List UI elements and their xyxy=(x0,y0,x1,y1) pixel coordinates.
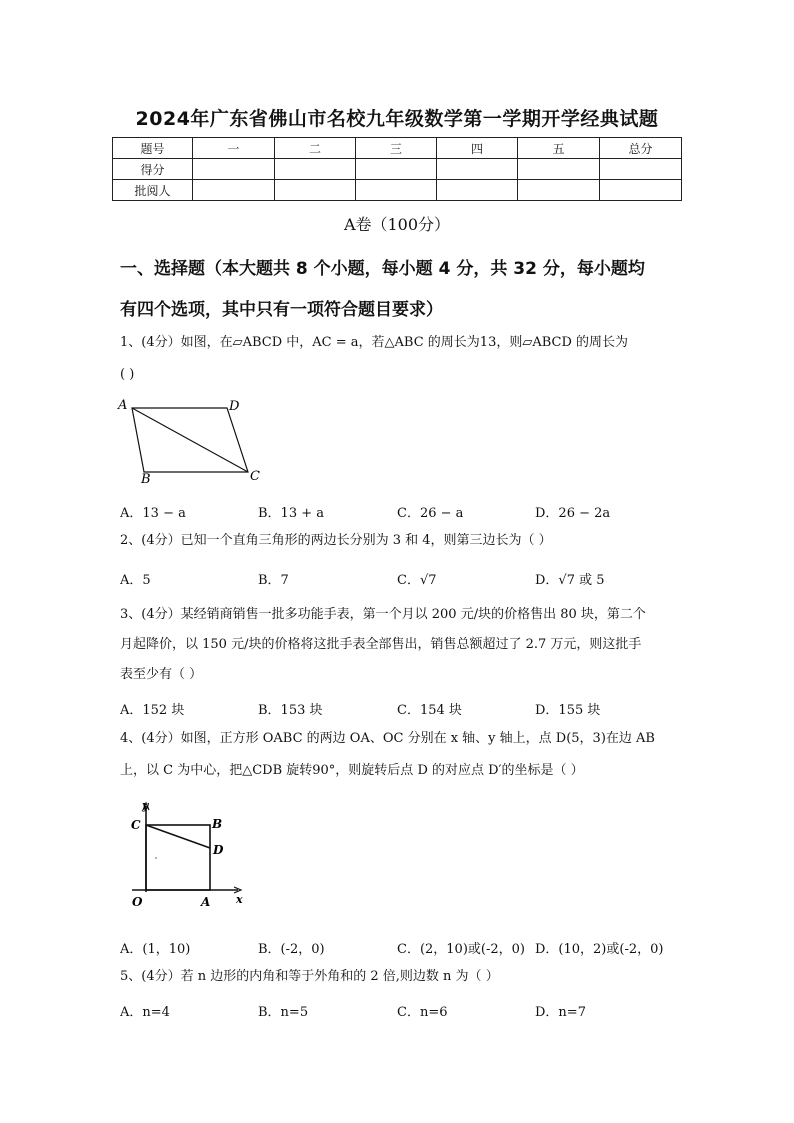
score-cell xyxy=(600,159,682,180)
score-cell xyxy=(275,159,356,180)
question-2-option-a[interactable]: A．5 xyxy=(120,573,151,588)
score-table-row xyxy=(113,159,682,180)
label-a: A xyxy=(118,398,128,413)
score-table-row xyxy=(113,180,682,201)
question-3-stem-line3: 表至少有（ ） xyxy=(120,667,203,682)
question-3-stem: 3、(4分）某经销商销售一批多功能手表，第一个月以 200 元/块的价格售出 80 块，第二个 xyxy=(120,607,646,622)
score-table-header: 二 xyxy=(275,138,356,159)
score-table-header: 三 xyxy=(356,138,437,159)
question-4-stem: 4、(4分）如图，正方形 OABC 的两边 OA、OC 分别在 x 轴、y 轴上，点 D(5，3)在边 AB xyxy=(120,731,655,746)
score-table-row-label: 得分 xyxy=(113,159,193,180)
question-2-option-b[interactable]: B．7 xyxy=(258,573,289,588)
question-2-option-c[interactable]: C．√7 xyxy=(397,573,437,588)
question-1-option-c[interactable]: C．26 − a xyxy=(397,506,464,521)
question-5-option-d[interactable]: D．n=7 xyxy=(535,1005,586,1020)
score-cell xyxy=(193,180,275,201)
score-cell xyxy=(193,159,275,180)
question-3-option-d[interactable]: D．155 块 xyxy=(535,703,601,718)
label-y: y xyxy=(142,799,149,812)
volume-title: A卷（100分） xyxy=(343,215,451,234)
label-b: B xyxy=(141,472,151,487)
question-3-option-a[interactable]: A．152 块 xyxy=(120,703,185,718)
score-cell xyxy=(356,180,437,201)
question-4-option-a[interactable]: A．(1，10) xyxy=(120,942,191,957)
exam-title: 2024年广东省佛山市名校九年级数学第一学期开学经典试题 xyxy=(135,108,659,130)
question-1-option-a[interactable]: A．13 − a xyxy=(120,506,186,521)
section-heading-line1: 一、选择题（本大题共 8 个小题，每小题 4 分，共 32 分，每小题均 xyxy=(120,259,645,279)
score-table-header: 一 xyxy=(193,138,275,159)
question-1-option-d[interactable]: D．26 − 2a xyxy=(535,506,611,521)
question-1-option-b[interactable]: B．13 + a xyxy=(258,506,325,521)
score-cell xyxy=(356,159,437,180)
question-1-stem: 1、(4分）如图，在▱ABCD 中，AC = a，若△ABC 的周长为13，则▱ABCD 的周长为 xyxy=(120,335,629,350)
label-d: D xyxy=(229,399,240,414)
question-4-option-b[interactable]: B．(-2，0) xyxy=(258,942,325,957)
score-cell xyxy=(518,180,600,201)
question-3-option-c[interactable]: C．154 块 xyxy=(397,703,462,718)
label-c: C xyxy=(250,469,260,484)
question-3-stem-line2: 月起降价，以 150 元/块的价格将这批手表全部售出，销售总额超过了 2.7 万元，则这批手 xyxy=(120,637,642,652)
label-c: C xyxy=(131,818,141,832)
stray-dot xyxy=(155,857,157,859)
score-table-header-row xyxy=(113,138,682,159)
label-a: A xyxy=(201,895,211,909)
question-5-option-a[interactable]: A．n=4 xyxy=(120,1005,170,1020)
question-2-stem: 2、(4分）已知一个直角三角形的两边长分别为 3 和 4，则第三边长为（ ） xyxy=(120,533,552,548)
score-cell xyxy=(275,180,356,201)
score-table-header: 四 xyxy=(437,138,518,159)
question-4-option-d[interactable]: D．(10，2)或(-2，0) xyxy=(535,942,664,957)
question-5-option-b[interactable]: B．n=5 xyxy=(258,1005,309,1020)
label-x: x xyxy=(236,893,243,906)
question-3-option-b[interactable]: B．153 块 xyxy=(258,703,323,718)
score-table xyxy=(112,137,682,201)
section-heading-line2: 有四个选项，其中只有一项符合题目要求） xyxy=(120,300,443,320)
coordinate-square-figure xyxy=(126,798,250,912)
segment-cd xyxy=(146,825,210,848)
question-4-stem-line2: 上，以 C 为中心，把△CDB 旋转90°，则旋转后点 D 的对应点 D′的坐标是（ ） xyxy=(120,763,584,778)
label-d: D xyxy=(213,843,224,857)
parallelogram-figure xyxy=(112,395,272,487)
question-5-option-c[interactable]: C．n=6 xyxy=(397,1005,448,1020)
question-5-stem: 5、(4分）若 n 边形的内角和等于外角和的 2 倍,则边数 n 为（ ） xyxy=(120,969,499,984)
score-cell xyxy=(437,180,518,201)
score-table-header: 五 xyxy=(518,138,600,159)
question-1-stem-line2: ( ) xyxy=(120,367,135,382)
label-b: B xyxy=(212,817,223,831)
score-cell xyxy=(437,159,518,180)
score-table-row-label: 批阅人 xyxy=(113,180,193,201)
question-2-option-d[interactable]: D．√7 或 5 xyxy=(535,573,605,588)
score-table-header: 总分 xyxy=(600,138,682,159)
score-table-header: 题号 xyxy=(113,138,193,159)
question-4-option-c[interactable]: C．(2，10)或(-2，0) xyxy=(397,942,525,957)
score-cell xyxy=(518,159,600,180)
score-cell xyxy=(600,180,682,201)
label-o: O xyxy=(132,895,143,909)
